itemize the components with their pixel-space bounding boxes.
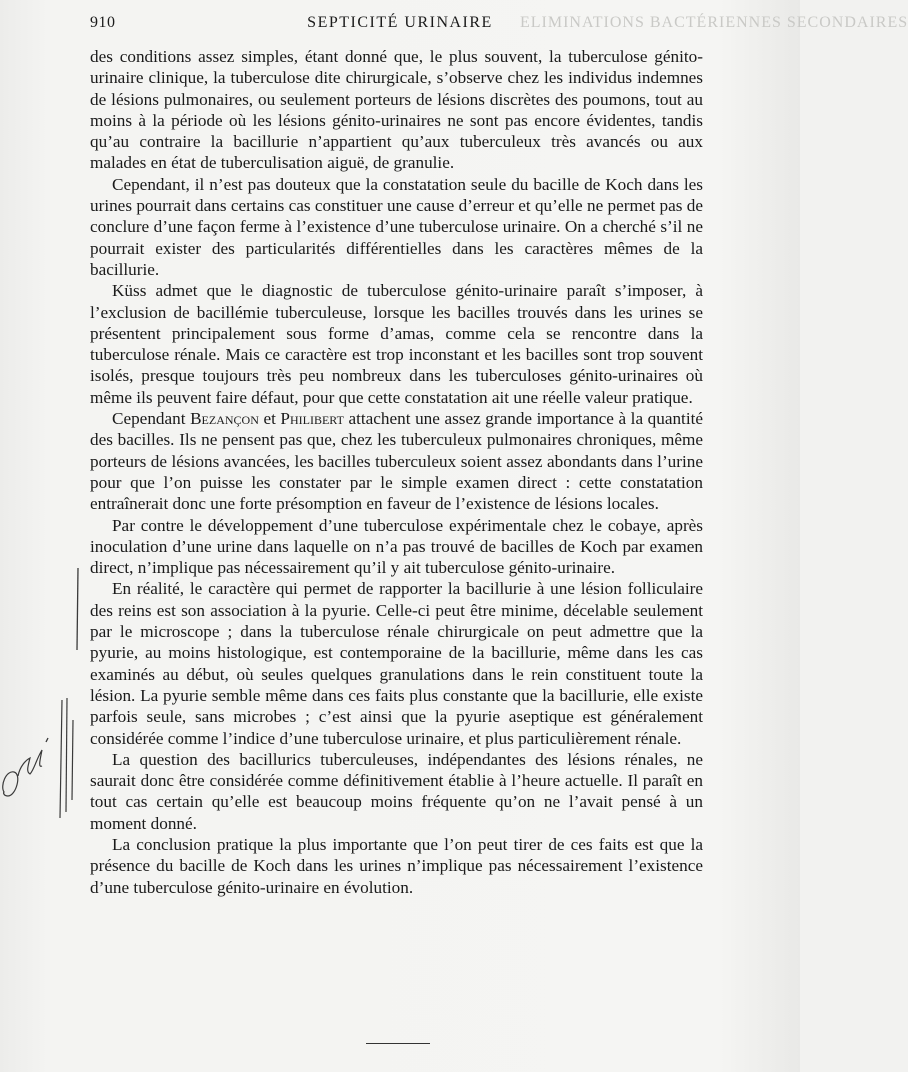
paragraph-8: La conclusion pratique la plus importante que l’on peut tirer de ces faits est que la présence du bacille de Koch dans les urines n’implique pas nécessairement l’existence d’une tuberculose génito-urinaire en évolution. (90, 834, 703, 897)
paragraph-1: des conditions assez simples, étant donné que, le plus souvent, la tuberculose génito-urinaire clinique, la tuberculose dite chirurgicale, s’observe chez les individus indemnes de lésions pulmonaires, ou seulement porteurs de lésions discrètes des poumons, tout au moins à la période où les lésions génito-urinaires ne sont pas encore évidentes, tandis qu’au contraire la bacillurie n’appartient qu’aux tuberculeux très avancés ou aux malades en état de tuberculisation aiguë, de granulie. (90, 47, 703, 173)
running-head: SEPTICITÉ URINAIRE (307, 14, 493, 31)
margin-line-upper (77, 568, 78, 650)
margin-line-2 (66, 698, 67, 812)
paragraph-4-text: attachent une assez grande importance à la quantité des bacilles. Ils ne pensent pas que, chez les tuberculeux pulmonaires chroniques, même porteurs de lésions avancées, les bacilles tuberculeux soient assez abondants dans l’urine pour que l’on puisse les constater par le simple examen direct : cette constatation entraînerait donc une forte présomption en faveur de l’existence de lésions locales. (90, 409, 704, 514)
author-name-philibert: Philibert (280, 409, 344, 429)
margin-line-1 (60, 700, 62, 818)
margin-annotation (0, 560, 90, 820)
bleed-through-text: ELIMINATIONS BACTÉRIENNES SECONDAIRES (520, 14, 908, 31)
page-number: 910 (90, 14, 116, 31)
paragraph-4-lead: Cependant (112, 409, 191, 429)
body-text (90, 46, 703, 898)
paragraph-3: Küss admet que le diagnostic de tuberculose génito-urinaire paraît s’imposer, à l’exclusion de bacillémie tuberculeuse, lorsque les bacilles trouvés dans les urines se présentent principalement sous forme d’amas, comme cela se rencontre dans la tuberculose rénale. Mais ce caractère est trop inconstant et les bacilles sont trop souvent isolés, presque toujours très peu nombreux dans les tuberculoses génito-urinaires où même ils peuvent faire défaut, pour que cette constatation ait une réelle valeur pratique. (90, 281, 703, 407)
paragraph-7: La question des bacillurics tuberculeuses, indépendantes des lésions rénales, ne saurait donc être considérée comme définitivement établie à l’heure actuelle. Il paraît en tout cas certain qu’elle est beaucoup moins fréquente qu’on ne l’avait pensé à un moment donné. (90, 749, 703, 833)
paragraph-6: En réalité, le caractère qui permet de rapporter la bacillurie à une lésion folliculaire des reins est son association à la pyurie. Celle-ci peut être minime, décelable seulement par le microscope ; dans la tuberculose rénale chirurgicale on peut admettre que la pyurie, au moins histologique, est contemporaine de la bacillurie, même dans les cas examinés au début, où seules quelques granulations dans le rein constituent toute la lésion. La pyurie semble même dans ces faits plus constante que la bacillurie, elle existe parfois seule, sans microbes ; c’est ainsi que la pyurie aseptique est généralement considérée comme l’indice d’une tuberculose urinaire, et plus particulièrement rénale. (90, 579, 703, 748)
paragraph-4-mid: et (258, 409, 281, 429)
author-name-bezancon: Bezançon (190, 409, 259, 429)
paragraph-2: Cependant, il n’est pas douteux que la constatation seule du bacille de Koch dans les urines pourrait dans certains cas constituer une cause d’erreur et qu’elle ne permet pas de conclure d’une façon ferme à l’existence d’une tuberculose urinaire. On a cherché s’il ne pourrait exister des particularités différentielles dans les caractères mêmes de la bacillurie. (90, 174, 703, 279)
page-header (90, 14, 710, 38)
handwritten-oui (3, 738, 48, 796)
paragraph-5: Par contre le développement d’une tuberculose expérimentale chez le cobaye, après inoculation d’une urine dans laquelle on n’a pas trouvé de bacilles de Koch par examen direct, n’implique pas nécessairement qu’il y ait tuberculose génito-urinaire. (90, 515, 703, 578)
paragraph-4 (90, 408, 703, 514)
margin-line-3 (72, 720, 73, 800)
end-rule (366, 1043, 430, 1044)
